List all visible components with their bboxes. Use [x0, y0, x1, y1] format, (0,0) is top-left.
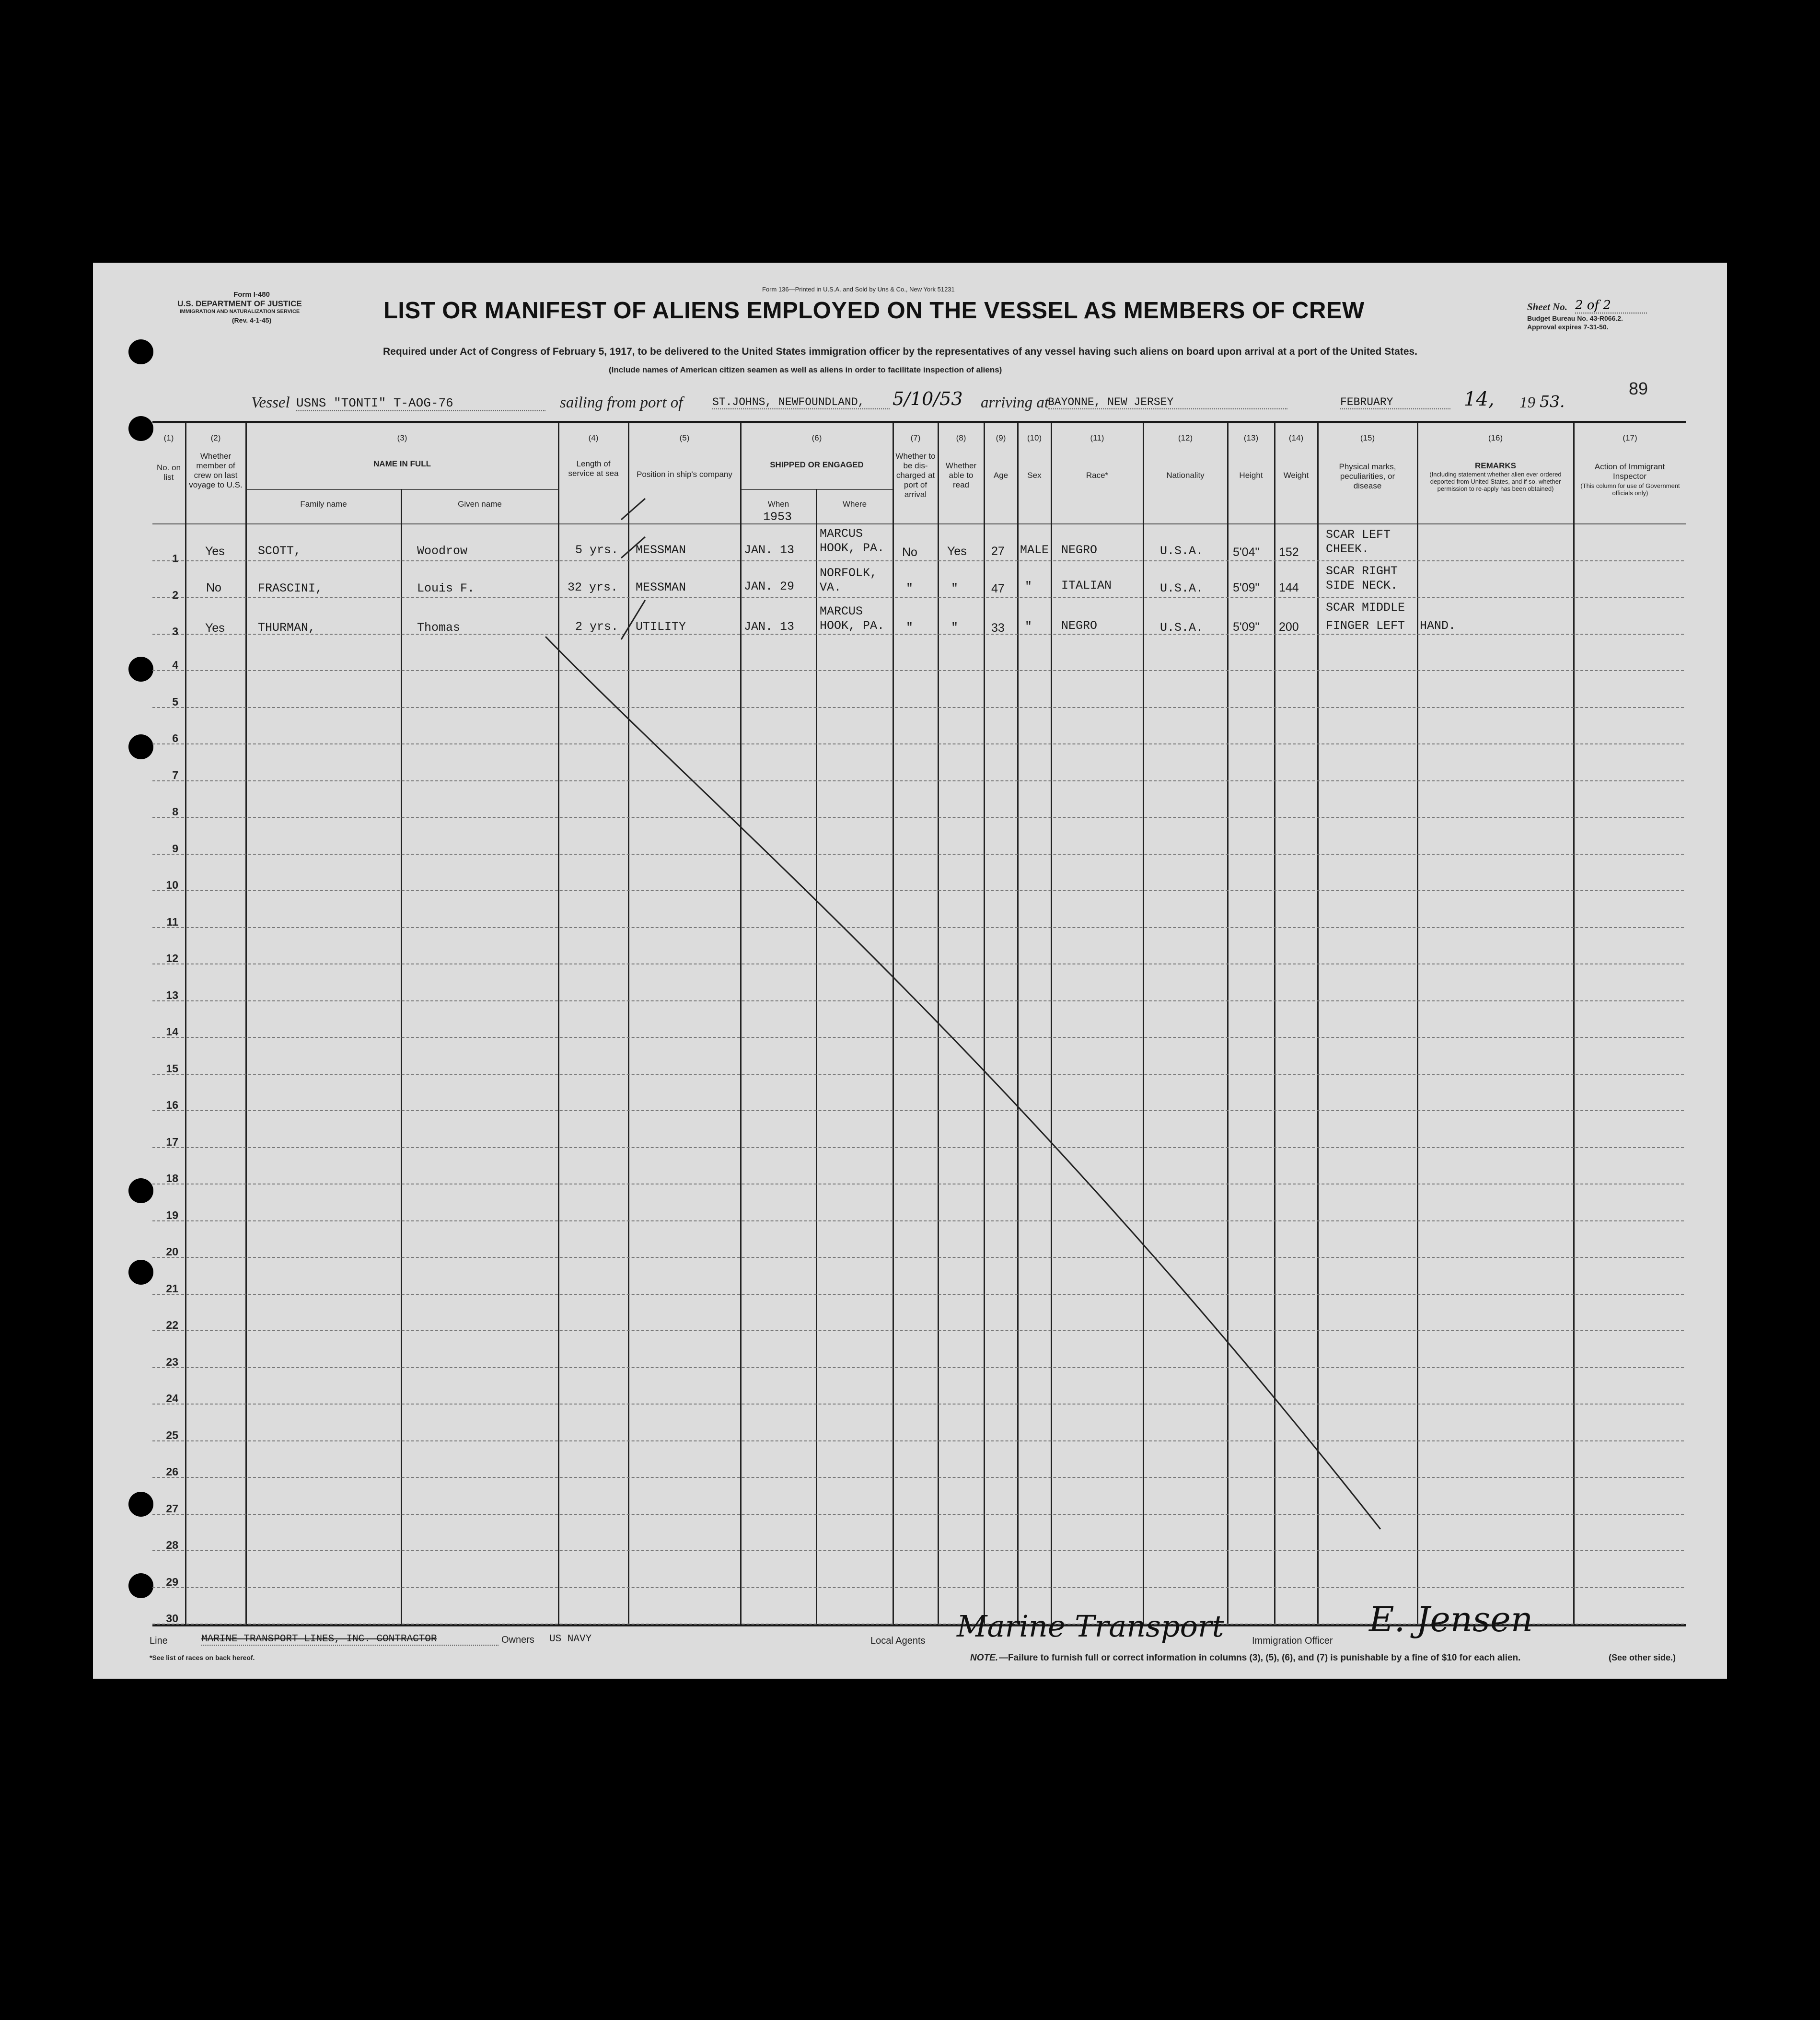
race: NEGRO — [1061, 543, 1098, 557]
position: UTILITY — [636, 620, 686, 634]
discharged: No — [902, 546, 917, 559]
height: 5'09" — [1233, 620, 1260, 634]
arriving-port-value: BAYONNE, NEW JERSEY — [1048, 396, 1287, 409]
weight: 152 — [1279, 546, 1299, 559]
family-name-header: Family name — [300, 499, 347, 509]
see-other-side: (See other side.) — [1609, 1653, 1676, 1662]
row-number: 21 — [166, 1282, 178, 1295]
row-number: 13 — [166, 988, 178, 1001]
col6-num: (6) — [811, 433, 822, 442]
row-number: 29 — [166, 1575, 178, 1588]
agents-label: Local Agents — [870, 1636, 926, 1646]
discharged: " — [906, 581, 914, 595]
races-note: *See list of races on back hereof. — [150, 1654, 255, 1661]
row-number: 16 — [166, 1099, 178, 1111]
row-number: 28 — [166, 1539, 178, 1551]
physical-marks: FINGER LEFT — [1326, 619, 1405, 633]
col12-num: (12) — [1178, 433, 1193, 442]
arriving-label: arriving at — [981, 394, 1049, 411]
physical-marks: CHEEK. — [1326, 542, 1369, 556]
given-name-header: Given name — [458, 499, 502, 509]
row-number: 9 — [172, 842, 178, 855]
shipped-when: JAN. 13 — [744, 543, 795, 557]
cancel-diagonal-line — [545, 637, 1380, 1529]
row-number: 6 — [172, 732, 178, 744]
row-number: 20 — [166, 1245, 178, 1258]
row-number: 17 — [166, 1135, 178, 1148]
shipped-where: VA. — [820, 580, 842, 594]
col13-label: Height — [1239, 471, 1263, 480]
row-number: 23 — [166, 1355, 178, 1368]
row-number: 8 — [172, 805, 178, 818]
age: 27 — [991, 545, 1005, 558]
race: ITALIAN — [1061, 579, 1112, 592]
sheet-label: Sheet No. — [1527, 301, 1567, 313]
row-number: 24 — [166, 1392, 178, 1405]
row-number: 14 — [166, 1025, 178, 1038]
tick-mark — [621, 499, 645, 520]
able-to-read: " — [951, 581, 959, 595]
note-text: —Failure to furnish full or correct information in columns (3), (5), (6), and (7) is punishable by a fine of $10 for each alien. — [999, 1653, 1521, 1663]
department: U.S. DEPARTMENT OF JUSTICE — [177, 299, 302, 308]
row-number: 5 — [172, 695, 178, 708]
col16-num: (16) — [1488, 433, 1503, 442]
given-name: Woodrow — [417, 544, 468, 558]
row-number: 12 — [166, 952, 178, 964]
length-of-service: 5 yrs. — [575, 543, 619, 557]
physical-marks: SCAR MIDDLE — [1326, 601, 1405, 615]
position: MESSMAN — [636, 543, 686, 557]
given-name: Thomas — [417, 621, 461, 635]
vessel-label: Vessel — [251, 394, 290, 411]
row-number: 25 — [166, 1428, 178, 1441]
col17-label: Action of Immigrant Inspector — [1594, 462, 1665, 481]
col13-num: (13) — [1243, 433, 1259, 442]
family-name: SCOTT, — [258, 544, 301, 558]
agents-signature: Marine Transport — [957, 1609, 1224, 1644]
sex: MALE — [1020, 543, 1049, 557]
weight: 144 — [1279, 581, 1299, 594]
col11-num: (11) — [1090, 433, 1104, 442]
col16-note: (Including statement whether alien ever ordered deported from United States, and if so, whether permission to re-apply has been obtained) — [1429, 471, 1562, 492]
physical-marks: SCAR LEFT — [1326, 528, 1391, 542]
race: NEGRO — [1061, 619, 1098, 633]
col10-label: Sex — [1027, 471, 1042, 480]
year-prefix: 19 — [1519, 394, 1535, 411]
row-number: 19 — [166, 1208, 178, 1221]
shipped-where: MARCUS — [820, 604, 863, 618]
col7-num: (7) — [910, 433, 921, 442]
tick-mark — [621, 600, 645, 639]
page-title: LIST OR MANIFEST OF ALIENS EMPLOYED ON THE VESSEL AS MEMBERS OF CREW — [383, 298, 1365, 324]
row-number: 7 — [172, 768, 178, 781]
service: IMMIGRATION AND NATURALIZATION SERVICE — [179, 309, 300, 314]
length-of-service: 2 yrs. — [575, 620, 619, 634]
owners-label: Owners — [501, 1635, 534, 1645]
crew-member-last-voyage: Yes — [205, 545, 225, 558]
shipped-where: HOOK, PA. — [820, 619, 885, 633]
length-of-service: 32 yrs. — [568, 580, 618, 594]
col4-num: (4) — [588, 433, 599, 442]
when-year: 1953 — [763, 510, 792, 524]
col15-label: Physical marks, peculiarities, or disease — [1339, 462, 1396, 490]
line-value: MARINE TRANSPORT LINES, INC. CONTRACTOR — [201, 1634, 498, 1646]
col15-num: (15) — [1360, 433, 1375, 442]
col10-num: (10) — [1027, 433, 1042, 442]
physical-marks: SIDE NECK. — [1326, 579, 1398, 592]
position: MESSMAN — [636, 580, 686, 594]
nationality: U.S.A. — [1160, 544, 1204, 558]
line-label: Line — [150, 1636, 168, 1646]
tick-mark — [621, 537, 645, 558]
discharged: " — [906, 621, 914, 635]
row-number: 4 — [172, 659, 178, 671]
age: 47 — [991, 582, 1005, 595]
col16-label: REMARKS — [1475, 461, 1516, 470]
col14-num: (14) — [1288, 433, 1304, 442]
shipped-where: MARCUS — [820, 527, 863, 541]
col8-label: Whether able to read — [945, 461, 977, 489]
subtitle: Required under Act of Congress of February 5, 1917, to be delivered to the United States immigration officer by the representatives of any vessel having such aliens on board upon arrival at a port of the United States. — [383, 346, 1418, 357]
owners-value: US NAVY — [549, 1634, 592, 1645]
sex: " — [1025, 620, 1032, 634]
shipped-where: NORFOLK, — [820, 566, 878, 580]
approval: Approval expires 7-31-50. — [1527, 323, 1609, 331]
row-number: 27 — [166, 1502, 178, 1515]
printer-line: Form 136—Printed in U.S.A. and Sold by Uns & Co., New York 51231 — [762, 286, 955, 293]
crew-member-last-voyage: Yes — [205, 621, 225, 635]
nationality: U.S.A. — [1160, 621, 1204, 635]
row-number: 18 — [166, 1172, 178, 1184]
arrival-month: FEBRUARY — [1340, 396, 1450, 409]
shipped-where: HOOK, PA. — [820, 541, 885, 555]
col2-num: (2) — [210, 433, 221, 442]
col8-num: (8) — [956, 433, 966, 442]
given-name: Louis F. — [417, 581, 475, 595]
col5-label: Position in ship's company — [637, 470, 732, 479]
col3-num: (3) — [397, 433, 407, 442]
row-number: 30 — [166, 1612, 178, 1625]
col4-label: Length of service at sea — [568, 459, 619, 478]
vessel-value: USNS "TONTI" T-AOG-76 — [296, 396, 545, 411]
officer-signature: E. Jensen — [1369, 1599, 1533, 1639]
col14-label: Weight — [1283, 471, 1309, 480]
col9-label: Age — [993, 471, 1009, 480]
col11-label: Race* — [1086, 471, 1109, 480]
shipped-when: JAN. 13 — [744, 620, 795, 634]
height: 5'04" — [1233, 546, 1260, 559]
col3-label: NAME IN FULL — [373, 459, 431, 468]
row-number: 22 — [166, 1319, 178, 1331]
row-number: 2 — [172, 589, 178, 601]
age: 33 — [991, 621, 1005, 635]
family-name: FRASCINI, — [258, 581, 323, 595]
row-number: 3 — [172, 625, 178, 638]
sailing-port-value: ST.JOHNS, NEWFOUNDLAND, — [712, 396, 890, 409]
officer-label: Immigration Officer — [1252, 1636, 1333, 1646]
height: 5'09" — [1233, 581, 1260, 594]
row-number: 15 — [166, 1062, 178, 1075]
where-header: Where — [842, 499, 867, 509]
col1-label: No. on list — [156, 463, 181, 482]
sheet-value: 2 of 2 — [1575, 298, 1647, 313]
col5-num: (5) — [679, 433, 690, 442]
row-number: 11 — [166, 915, 178, 928]
sailing-date-handwritten: 5/10/53 — [893, 388, 963, 409]
able-to-read: Yes — [947, 545, 967, 558]
able-to-read: " — [951, 621, 959, 635]
arrival-day: 14, — [1464, 388, 1495, 410]
row-number: 10 — [166, 879, 178, 891]
nationality: U.S.A. — [1160, 581, 1204, 595]
weight: 200 — [1279, 620, 1299, 634]
revision: (Rev. 4-1-45) — [232, 316, 272, 324]
col9-num: (9) — [996, 433, 1006, 442]
col12-label: Nationality — [1166, 471, 1205, 480]
physical-marks: SCAR RIGHT — [1326, 564, 1398, 578]
form-number: Form I-480 — [233, 290, 270, 299]
family-name: THURMAN, — [258, 621, 316, 635]
budget-bureau: Budget Bureau No. 43-R066.2. — [1527, 314, 1623, 322]
when-header: When — [767, 499, 789, 509]
col7-label: Whether to be dis-charged at port of arrival — [895, 452, 936, 499]
row-number: 26 — [166, 1465, 178, 1478]
remarks: HAND. — [1420, 619, 1456, 633]
col1-num: (1) — [163, 433, 174, 442]
instruction: (Include names of American citizen seamen as well as aliens in order to facilitate inspection of aliens) — [609, 365, 1002, 374]
sex: " — [1025, 580, 1032, 593]
col6-label: SHIPPED OR ENGAGED — [770, 460, 864, 469]
shipped-when: JAN. 29 — [744, 580, 795, 593]
col17-note: (This column for use of Government officials only) — [1580, 482, 1680, 497]
page-number: 89 — [1629, 379, 1648, 398]
col17-num: (17) — [1623, 433, 1637, 442]
arrival-year: 53. — [1540, 392, 1565, 411]
row-number: 1 — [172, 552, 178, 565]
sailing-label: sailing from port of — [560, 394, 683, 411]
crew-member-last-voyage: No — [206, 581, 221, 594]
note-label: NOTE. — [970, 1653, 998, 1663]
col2-label: Whether member of crew on last voyage to U.S. — [189, 452, 243, 489]
